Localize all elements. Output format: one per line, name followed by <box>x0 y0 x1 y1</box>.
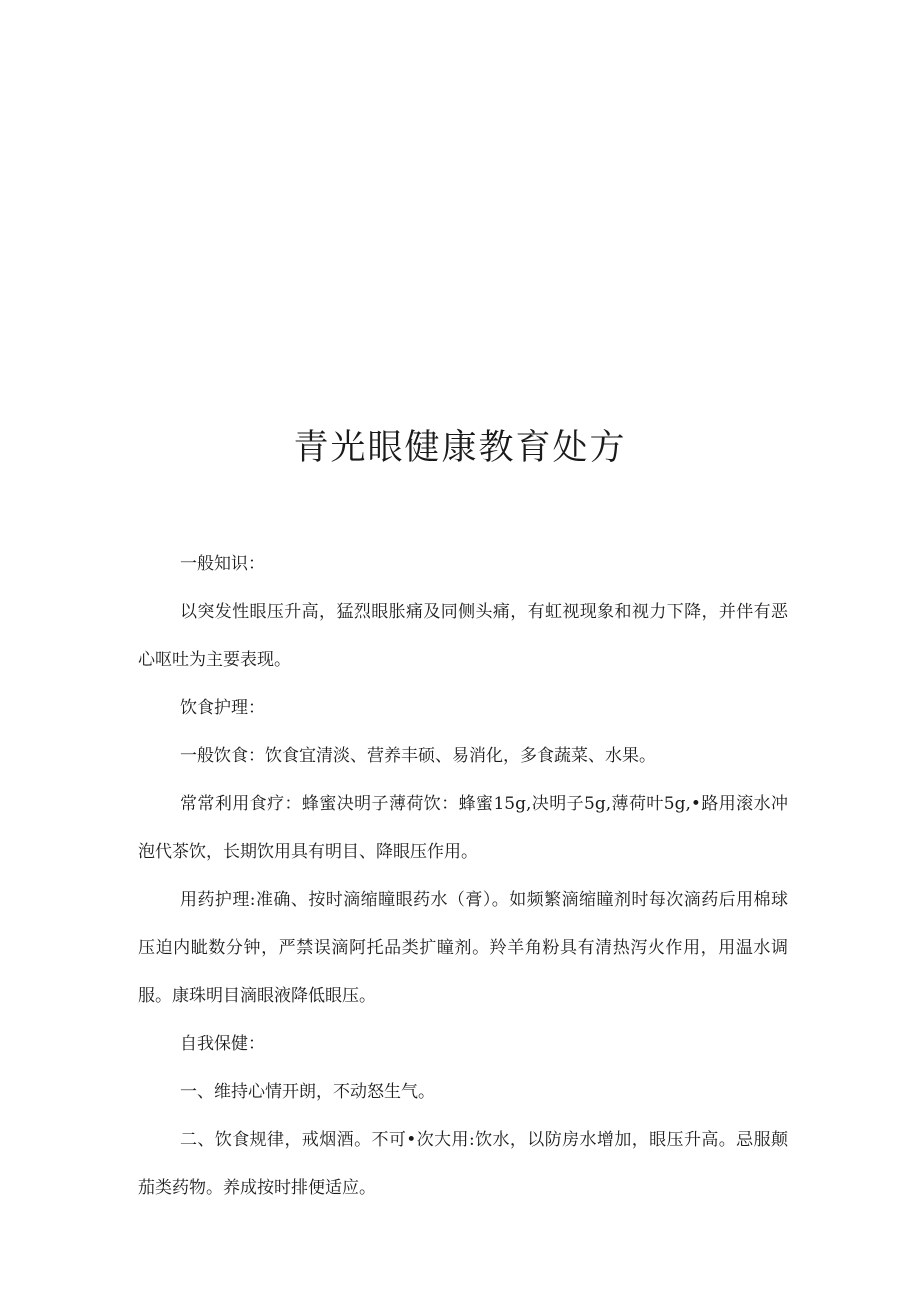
paragraph-general-diet: 一般饮食：饮食宜清淡、营养丰硕、易消化，多食蔬菜、水果。 <box>180 746 656 766</box>
page-title: 青光眼健康教育处方 <box>293 428 627 468</box>
paragraph-medication-care: 用药护理:准确、按时滴缩瞳眼药水（膏）。如频繁滴缩瞳剂时每次滴药后用棉球压迫内眦数分钟，严禁误滴阿托品类扩瞳剂。羚羊角粉具有清热泻火作用，用温水调服。康珠明目滴眼液降低眼压。 <box>138 890 788 1006</box>
paragraph-symptoms: 以突发性眼压升高，猛烈眼胀痛及同侧头痛，有虹视现象和视力下降，并伴有恶心呕吐为主要表现。 <box>138 602 788 670</box>
section-heading-diet-care: 饮食护理： <box>180 698 265 718</box>
list-item-habits: 二、饮食规律，戒烟酒。不可•次大用:饮水，以防房水增加，眼压升高。忌服颠茄类药物。养成按时排便适应。 <box>138 1130 788 1198</box>
section-heading-self-care: 自我保健： <box>180 1034 265 1054</box>
section-heading-general-knowledge: 一般知识： <box>180 554 265 574</box>
list-item-mood: 一、维持心情开朗，不动怒生气。 <box>180 1082 435 1102</box>
document-body <box>138 540 788 1212</box>
paragraph-diet-therapy: 常常利用食疗：蜂蜜决明子薄荷饮：蜂蜜15g,决明子5g,薄荷叶5g,•路用滚水冲泡代茶饮，长期饮用具有明目、降眼压作用。 <box>138 794 788 862</box>
